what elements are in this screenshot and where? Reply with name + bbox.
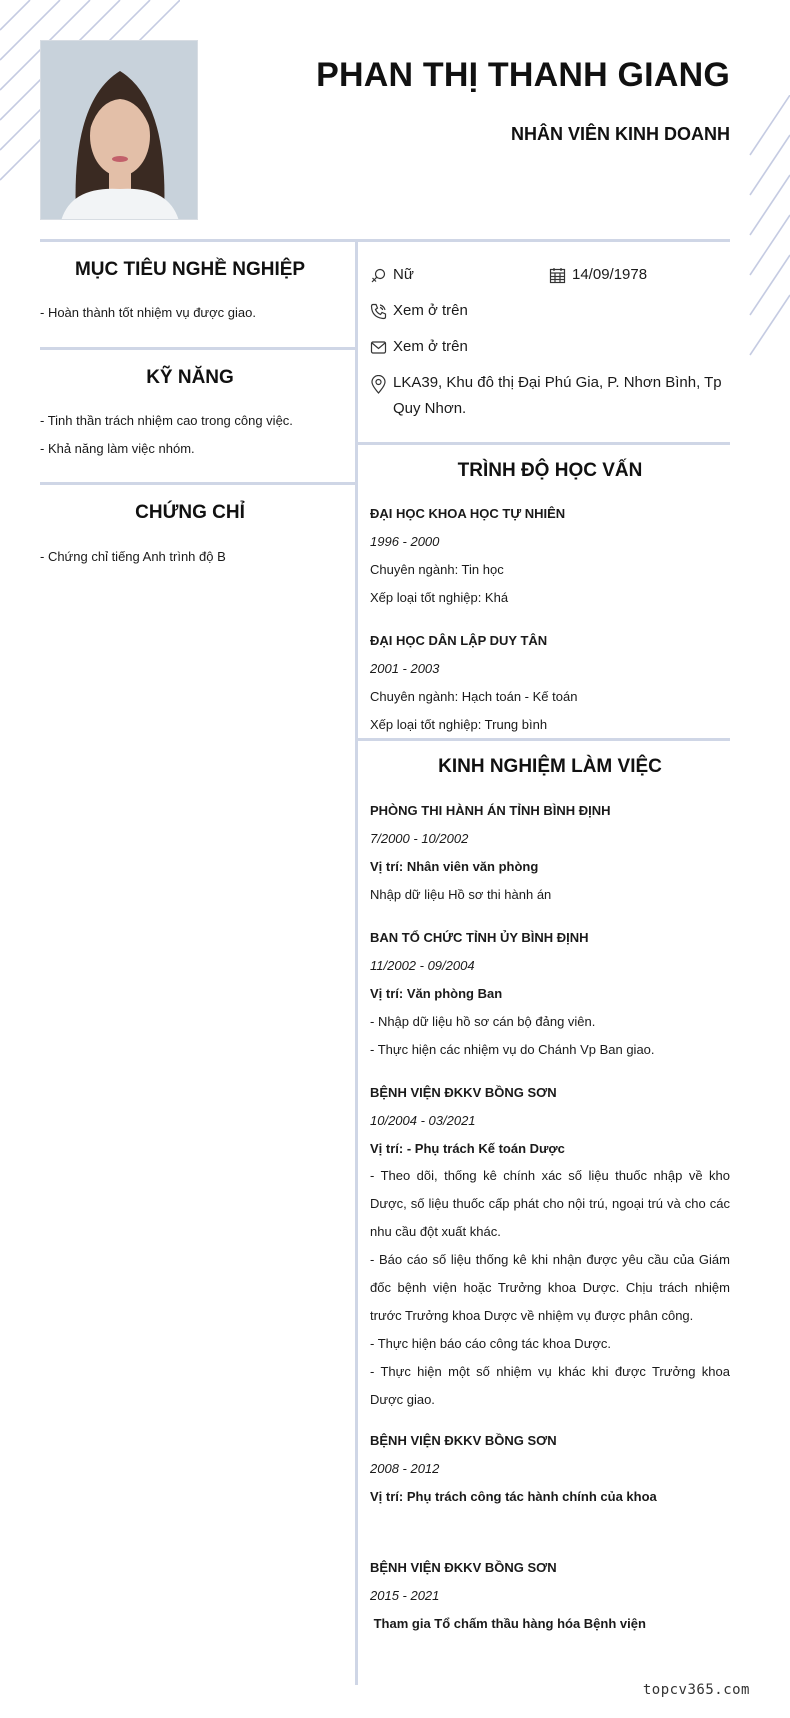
job-description: - Thực hiện báo cáo công tác khoa Dược. (370, 1336, 612, 1351)
certificates-title: CHỨNG CHỈ (135, 502, 245, 523)
job-description: - Thực hiện các nhiệm vụ do Chánh Vp Ban giao. (370, 1042, 655, 1057)
job-title: NHÂN VIÊN KINH DOANH (510, 124, 730, 144)
company-name: BỆNH VIỆN ĐKKV BỒNG SƠN (370, 1433, 557, 1448)
company-name: BỆNH VIỆN ĐKKV BỒNG SƠN (370, 1560, 557, 1575)
left-divider-1 (40, 347, 355, 350)
gender-value: Nữ (393, 266, 414, 283)
location-pin-icon (370, 375, 387, 394)
skill-item: - Khả năng làm việc nhóm. (40, 441, 195, 456)
candidate-name: PHAN THỊ THANH GIANG (316, 56, 730, 94)
birthday-value: 14/09/1978 (572, 266, 648, 283)
job-position: Vị trí: Văn phòng Ban (370, 986, 503, 1001)
company-name: PHÒNG THI HÀNH ÁN TỈNH BÌNH ĐỊNH (370, 803, 611, 818)
job-description: - Báo cáo số liệu thống kê khi nhận được yêu cầu của Giám đốc bệnh viện hoặc Trưởng khoa Dược. Chịu trách nhiệm trước Trưởng khoa Dược về nhiệm vụ được phân công. (370, 1252, 730, 1323)
experience-title: KINH NGHIỆM LÀM VIỆC (438, 756, 662, 777)
email-value: Xem ở trên (393, 338, 468, 355)
school-period: 2001 - 2003 (370, 661, 440, 676)
watermark: topcv365.com (642, 1682, 750, 1698)
right-divider-1 (358, 442, 730, 445)
address-line-1: LKA39, Khu đô thị Đại Phú Gia, P. Nhơn Bình, Tp (393, 374, 722, 391)
school-name: ĐẠI HỌC DÂN LẬP DUY TÂN (370, 633, 548, 648)
job-position: Vị trí: Nhân viên văn phòng (370, 859, 539, 874)
job-period: 10/2004 - 03/2021 (370, 1113, 476, 1128)
job-period: 2015 - 2021 (370, 1588, 440, 1603)
email-icon (370, 339, 387, 356)
address-row (370, 374, 730, 422)
education-title: TRÌNH ĐỘ HỌC VẤN (457, 460, 643, 481)
job-description: - Nhập dữ liệu hồ sơ cán bộ đảng viên. (370, 1014, 596, 1029)
birthday-row (549, 266, 647, 284)
profile-photo (40, 40, 198, 220)
left-divider-2 (40, 482, 355, 485)
job-description: - Theo dõi, thống kê chính xác số liệu thuốc nhập về kho Dược, số liệu thuốc cấp phát cho nội trú, ngoại trú và cho các nhu cầu đột xuất khác. (370, 1168, 730, 1239)
decorative-stripes-right (740, 95, 790, 375)
gender-row (370, 266, 414, 284)
company-name: BỆNH VIỆN ĐKKV BỒNG SƠN (370, 1085, 557, 1100)
school-major: Chuyên ngành: Hạch toán - Kế toán (370, 689, 578, 704)
job-description: - Thực hiện một số nhiệm vụ khác khi được Trưởng khoa Dược giao. (370, 1364, 730, 1407)
gender-icon (370, 267, 387, 284)
job-position: Tham gia Tổ chấm thầu hàng hóa Bệnh viện (370, 1616, 646, 1631)
skills-title: KỸ NĂNG (146, 367, 234, 388)
job-description: Nhập dữ liệu Hồ sơ thi hành án (370, 887, 552, 902)
school-name: ĐẠI HỌC KHOA HỌC TỰ NHIÊN (370, 506, 566, 521)
certificate-item: - Chứng chỉ tiếng Anh trình độ B (40, 549, 226, 564)
school-grade: Xếp loại tốt nghiệp: Trung bình (370, 717, 548, 732)
email-row (370, 338, 468, 356)
skill-item: - Tinh thần trách nhiệm cao trong công việc. (40, 413, 293, 428)
company-name: BAN TỔ CHỨC TỈNH ỦY BÌNH ĐỊNH (370, 930, 589, 945)
job-position: Vị trí: - Phụ trách Kế toán Dược (370, 1141, 565, 1156)
job-period: 7/2000 - 10/2002 (370, 831, 469, 846)
phone-icon (370, 303, 387, 320)
job-period: 2008 - 2012 (370, 1461, 440, 1476)
objective-title: MỤC TIÊU NGHỀ NGHIỆP (74, 259, 306, 280)
phone-row (370, 302, 468, 320)
phone-value: Xem ở trên (393, 302, 468, 319)
school-major: Chuyên ngành: Tin học (370, 562, 504, 577)
header-divider (40, 239, 730, 242)
school-period: 1996 - 2000 (370, 534, 440, 549)
right-divider-2 (358, 738, 730, 741)
calendar-icon (549, 267, 566, 284)
objective-text: - Hoàn thành tốt nhiệm vụ được giao. (40, 305, 256, 320)
job-period: 11/2002 - 09/2004 (370, 958, 475, 973)
school-grade: Xếp loại tốt nghiệp: Khá (370, 590, 509, 605)
column-divider (355, 240, 358, 1685)
address-line-2: Quy Nhơn. (393, 400, 467, 417)
job-position: Vị trí: Phụ trách công tác hành chính của khoa (370, 1489, 657, 1504)
